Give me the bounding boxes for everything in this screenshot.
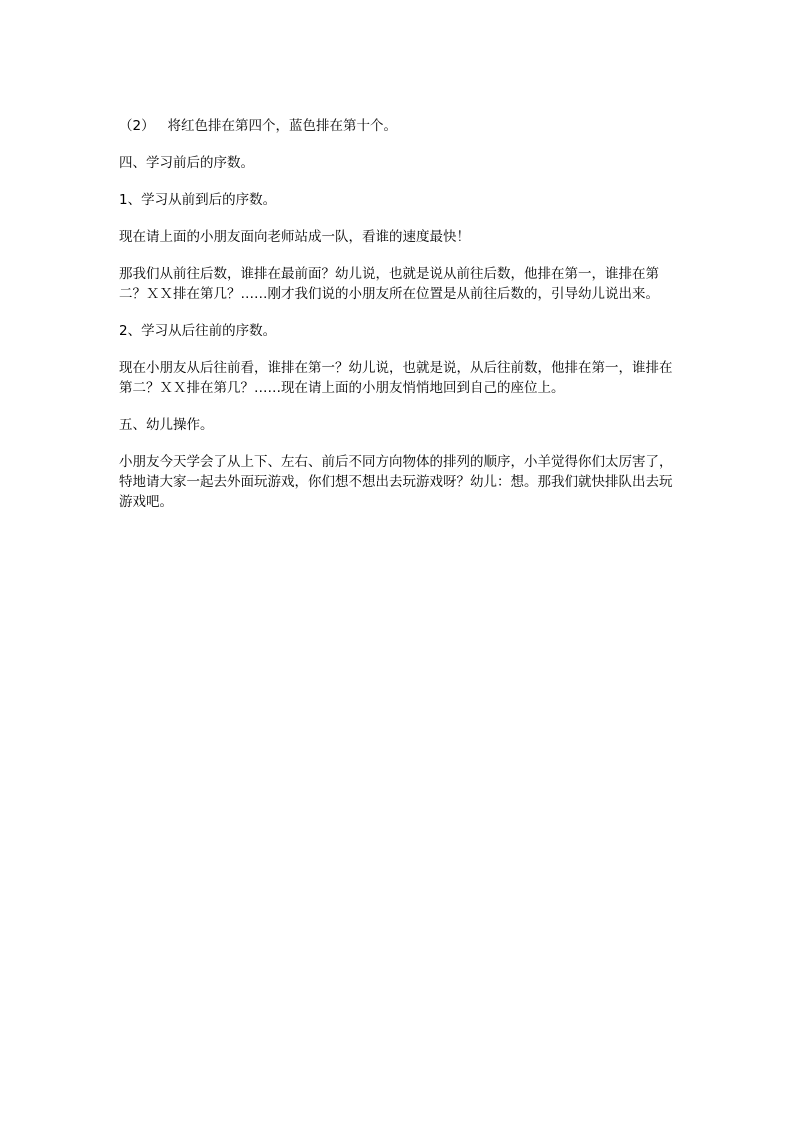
paragraph-step-2: （2） 将红色排在第四个，蓝色排在第十个。 <box>119 118 397 134</box>
subheading-front-to-back: 1、学习从前到后的序数。 <box>119 192 277 208</box>
document-body <box>119 116 679 529</box>
heading-section-4: 四、学习前后的序数。 <box>119 155 254 171</box>
subheading-back-to-front: 2、学习从后往前的序数。 <box>119 323 277 339</box>
paragraph-activity: 小朋友今天学会了从上下、左右、前后不同方向物体的排列的顺序，小羊觉得你们太厉害了，特地请大家一起去外面玩游戏，你们想不想出去玩游戏呀？幼儿：想。那我们就快排队出去玩游戏吧。 <box>119 454 673 510</box>
heading-section-5: 五、幼儿操作。 <box>119 417 214 433</box>
paragraph-front-to-back-count: 那我们从前往后数，谁排在最前面？幼儿说，也就是说从前往后数，他排在第一，谁排在第二？ＸＸ排在第几？……刚才我们说的小朋友所在位置是从前往后数的，引导幼儿说出来。 <box>119 266 659 302</box>
paragraph-line-up: 现在请上面的小朋友面向老师站成一队，看谁的速度最快！ <box>119 229 470 245</box>
paragraph-back-to-front-count: 现在小朋友从后往前看，谁排在第一？幼儿说，也就是说，从后往前数，他排在第一，谁排在第二？ＸＸ排在第几？……现在请上面的小朋友悄悄地回到自己的座位上。 <box>119 360 673 396</box>
